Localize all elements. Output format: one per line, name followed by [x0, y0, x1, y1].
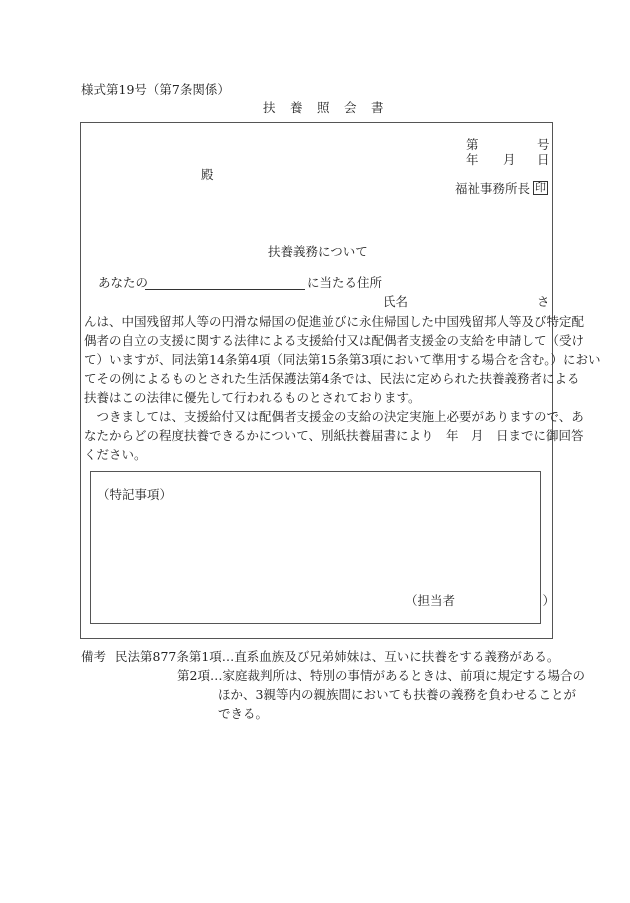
body-line: なたからどの程度扶養できるかについて、別紙扶養届書により 年 月 日までに御回答: [84, 428, 584, 443]
body-line: つきましては、支援給付又は配偶者支援金の支給の決定実施上必要がありますので、あ: [84, 409, 584, 424]
notes-line: できる。: [218, 706, 269, 721]
body-line: ください。: [84, 447, 147, 462]
sender-label: 福祉事務所長: [455, 181, 531, 196]
subject-heading: 扶養義務について: [268, 244, 368, 259]
date-day: 日: [537, 152, 550, 167]
form-number: 様式第19号（第7条関係）: [81, 82, 230, 97]
notes-line: 民法第877条第1項…直系血族及び兄弟姉妹は、互いに扶養をする義務がある。: [115, 649, 560, 664]
body-line: 扶養はこの法律に優先して行われるものとされております。: [84, 390, 421, 405]
notes-line: ほか、3親等内の親族間においても扶養の義務を負わせることが: [218, 687, 576, 702]
person-in-charge: （担当者 ）: [405, 593, 556, 608]
intro-prefix: あなたの: [98, 275, 149, 290]
number-suffix: 号: [537, 137, 550, 152]
date-year: 年: [466, 152, 479, 167]
name-label: 氏名: [383, 294, 409, 309]
addressee-honorific: 殿: [201, 167, 214, 182]
relationship-blank: [145, 289, 305, 290]
notes-line: 第2項…家庭裁判所は、特別の事情があるときは、前項に規定する場合の: [177, 668, 585, 683]
body-line: 偶者の自立の支援に関する法律による支援給付又は配偶者支援金の支給を申請して（受け: [84, 333, 585, 348]
body-line: て）いますが、同法第14条第4項（同法第15条第3項において準用する場合を含む。）におい: [84, 352, 601, 367]
intro-suffix: に当たる住所: [307, 275, 383, 290]
date-month: 月: [503, 152, 516, 167]
body-line: てその例によるものとされた生活保護法第4条では、民法に定められた扶養義務者による: [84, 371, 580, 386]
body-line: んは、中国残留邦人等の円滑な帰国の促進並びに永住帰国した中国残留邦人等及び特定配: [84, 314, 585, 329]
number-prefix: 第: [466, 137, 479, 152]
seal-mark: 印: [535, 181, 546, 194]
document-title: 扶 養 照 会 書: [263, 100, 385, 115]
notes-heading: 備考: [81, 649, 107, 664]
remarks-label: （特記事項）: [97, 487, 173, 502]
honorific-start: さ: [537, 294, 550, 309]
